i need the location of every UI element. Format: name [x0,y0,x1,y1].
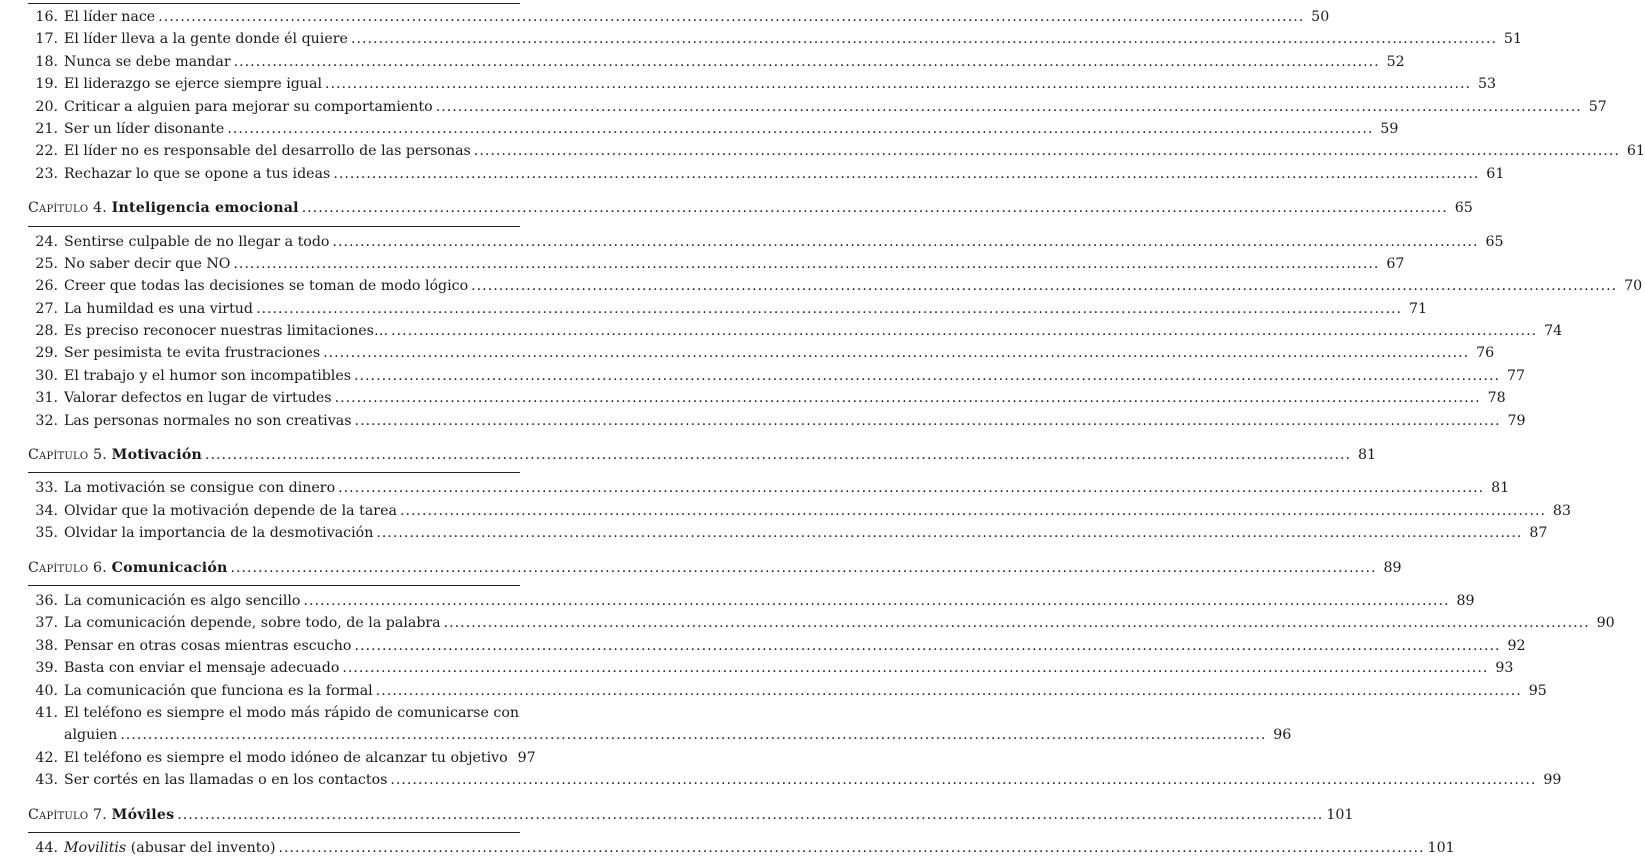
entry-title: El teléfono es siempre el modo idóneo de alcanzar tu objetivo [64,749,508,766]
toc-entry [28,477,1510,499]
toc-entry [28,769,1562,791]
entry-title: La comunicación que funciona es la formal [64,682,373,699]
toc-entry [28,118,1399,140]
entry-page: 90 [1596,615,1615,632]
entry-number: 28. [35,323,58,340]
entry-title: Creer que todas las decisiones se toman de modo lógico [64,278,469,295]
toc-entry [28,231,1504,253]
entry-number: 38. [35,637,58,654]
entry-number: 16. [35,9,58,25]
chapter-6-entries [28,590,1615,702]
entry-title: Basta con enviar el mensaje adecuado [64,660,340,677]
leader-dots [205,444,1351,466]
toc-entry [28,500,1571,522]
entry-number: 36. [35,592,58,609]
chapter-6-heading [28,557,1402,579]
entry-number: 31. [35,390,58,407]
leader-dots [231,557,1377,579]
entry-page: 52 [1386,53,1405,70]
toc-entry [28,612,1615,634]
entry-page: 70 [1624,278,1643,295]
entry-page: 78 [1487,390,1506,407]
toc-entry-44 [28,837,1455,859]
entry-page: 71 [1409,300,1428,317]
chapter-4-title: Inteligencia emocional [111,200,299,217]
chapter-6-prefix: Capítulo 6. [28,559,107,576]
entry-title: Sentirse culpable de no llegar a todo [64,233,330,250]
entry-title-rest: (abusar del invento) [126,839,276,856]
chapter-6-entries-b [28,747,1562,792]
leader-dots [471,275,1617,297]
entry-page: 83 [1552,502,1571,519]
toc-entry [28,747,536,769]
leader-dots [436,96,1582,118]
chapter-7-prefix: Capítulo 7. [28,806,107,823]
entry-number: 18. [35,53,58,70]
chapter-7-rule [28,832,520,833]
entry-title: Olvidar que la motivación depende de la tarea [64,502,397,519]
chapter-6-page: 89 [1383,559,1402,576]
entry-number: 44. [35,839,58,856]
leader-dots [474,140,1620,162]
toc-entry [28,635,1526,657]
entry-title: La humildad es una virtud [64,300,254,317]
entry-number: 27. [35,300,58,317]
toc-entry [28,28,1522,50]
chapter-5-entries [28,477,1571,544]
entry-title: Ser pesimista te evita frustraciones [64,345,321,362]
entry-page: 57 [1588,98,1607,115]
leader-dots [233,253,1379,275]
chapter-5-page: 81 [1358,447,1377,464]
entry-title: Ser cortés en las llamadas o en los contactos [64,772,388,789]
entry-number: 30. [35,367,58,384]
leader-dots [279,837,1425,859]
entry-number: 40. [35,682,58,699]
chapter-6-title: Comunicación [111,559,228,576]
entry-page: 92 [1507,637,1526,654]
entry-number: 35. [35,525,58,542]
entry-number: 22. [35,143,58,160]
leader-dots [391,320,1537,342]
entry-title: La motivación se consigue con dinero [64,480,336,497]
entry-number: 25. [35,255,58,272]
leader-dots [332,231,1478,253]
leader-dots [444,612,1590,634]
entry-page: 89 [1456,592,1475,609]
chapter-4-page: 65 [1454,200,1473,217]
entry-number: 37. [35,615,58,632]
toc-entry [28,6,1330,28]
toc-entry [28,163,1505,185]
leader-dots [234,51,1380,73]
entry-title: El líder no es responsable del desarrollo de las personas [64,143,471,160]
toc-entry [28,320,1563,342]
leader-dots [354,365,1500,387]
toc-entry [28,342,1495,364]
entry-page: 96 [1273,727,1292,744]
entry-page: 74 [1544,323,1563,340]
entry-title: Pensar en otras cosas mientras escucho [64,637,352,654]
entry-title: El líder lleva a la gente donde él quiere [64,31,348,48]
entry-number: 24. [35,233,58,250]
entry-number: 34. [35,502,58,519]
toc-entry [28,590,1475,612]
leader-dots [354,410,1500,432]
leader-dots [227,118,1373,140]
entry-title-italic: Movilitis [64,839,127,856]
entry-page: 51 [1503,31,1522,48]
entry-number: 29. [35,345,58,362]
entry-number: 17. [35,31,58,48]
leader-dots [338,477,1484,499]
entry-title-line1: El teléfono es siempre el modo más rápido de comunicarse con [64,704,520,721]
entry-number: 33. [35,480,58,497]
toc-entry-41 [28,702,1292,747]
toc-entry [28,73,1497,95]
chapter-7-title: Móviles [111,806,175,823]
table-of-contents [28,6,1645,859]
leader-dots [351,28,1497,50]
entry-page: 76 [1476,345,1495,362]
entry-page: 53 [1478,76,1497,93]
entry-title: No saber decir que NO [64,255,231,272]
chapter-5-heading [28,444,1377,466]
toc-entry [28,275,1643,297]
chapter-4-heading [28,197,1473,219]
entry-number: 32. [35,412,58,429]
toc-entry [28,51,1405,73]
entry-number: 41. [35,704,58,721]
chapter-3-entries [28,6,1645,185]
leader-dots [390,769,1536,791]
leader-dots [376,680,1522,702]
entry-number: 19. [35,76,58,93]
entry-page: 61 [1626,143,1645,160]
entry-page: 99 [1543,772,1562,789]
entry-page: 77 [1507,367,1526,384]
entry-title: Criticar a alguien para mejorar su comportamiento [64,98,433,115]
entry-number: 42. [35,749,58,766]
toc-entry [28,253,1405,275]
leader-dots [376,522,1522,544]
chapter-7-page: 101 [1326,806,1354,823]
entry-title: Valorar defectos en lugar de virtudes [64,390,332,407]
toc-entry [28,140,1645,162]
leader-dots [323,342,1469,364]
entry-title: El liderazgo se ejerce siempre igual [64,76,323,93]
entry-title-line2: alguien [64,727,118,744]
toc-entry [28,96,1607,118]
leader-dots [256,298,1402,320]
leader-dots [342,657,1488,679]
toc-entry [28,298,1428,320]
toc-entry [28,365,1526,387]
entry-title: El líder nace [64,9,156,25]
entry-page: 95 [1528,682,1547,699]
leader-dots [333,163,1479,185]
toc-entry [28,410,1526,432]
entry-title: Nunca se debe mandar [64,53,231,70]
toc-entry [28,657,1514,679]
chapter-5-prefix: Capítulo 5. [28,447,107,464]
entry-title: Rechazar lo que se opone a tus ideas [64,165,331,182]
entry-title: Es preciso reconocer nuestras limitaciones… [64,323,389,340]
entry-page: 59 [1380,120,1399,137]
entry-page: 93 [1495,660,1514,677]
leader-dots [400,500,1546,522]
chapter-4-entries [28,231,1643,433]
entry-number: 23. [35,165,58,182]
leader-dots [177,804,1323,826]
chapter-5-rule [28,472,520,473]
leader-dots [158,6,1304,28]
entry-title: Olvidar la importancia de la desmotivación [64,525,374,542]
toc-entry [28,680,1547,702]
entry-number: 21. [35,120,58,137]
entry-page: 97 [517,749,536,766]
chapter-4-prefix: Capítulo 4. [28,200,107,217]
chapter-6-rule [28,585,520,586]
entry-number: 39. [35,660,58,677]
toc-entry [28,387,1506,409]
top-border [28,3,520,4]
entry-page: 50 [1311,9,1330,25]
entry-number: 43. [35,772,58,789]
entry-page: 87 [1529,525,1548,542]
leader-dots [302,197,1448,219]
entry-page: 65 [1485,233,1504,250]
leader-dots [335,387,1481,409]
entry-number: 20. [35,98,58,115]
entry-title: Las personas normales no son creativas [64,412,352,429]
entry-title: La comunicación depende, sobre todo, de la palabra [64,615,441,632]
entry-number: 26. [35,278,58,295]
chapter-4-rule [28,226,520,227]
entry-title: La comunicación es algo sencillo [64,592,301,609]
chapter-5-title: Motivación [111,447,203,464]
entry-page: 101 [1427,839,1455,856]
leader-dots [120,724,1266,746]
entry-title: Ser un líder disonante [64,120,225,137]
leader-dots [303,590,1449,612]
entry-page: 79 [1507,412,1526,429]
entry-page: 61 [1486,165,1505,182]
toc-entry [28,522,1548,544]
entry-page: 67 [1386,255,1405,272]
leader-dots [354,635,1500,657]
chapter-7-heading [28,804,1354,826]
entry-page: 81 [1491,480,1510,497]
entry-title: El trabajo y el humor son incompatibles [64,367,352,384]
leader-dots [325,73,1471,95]
